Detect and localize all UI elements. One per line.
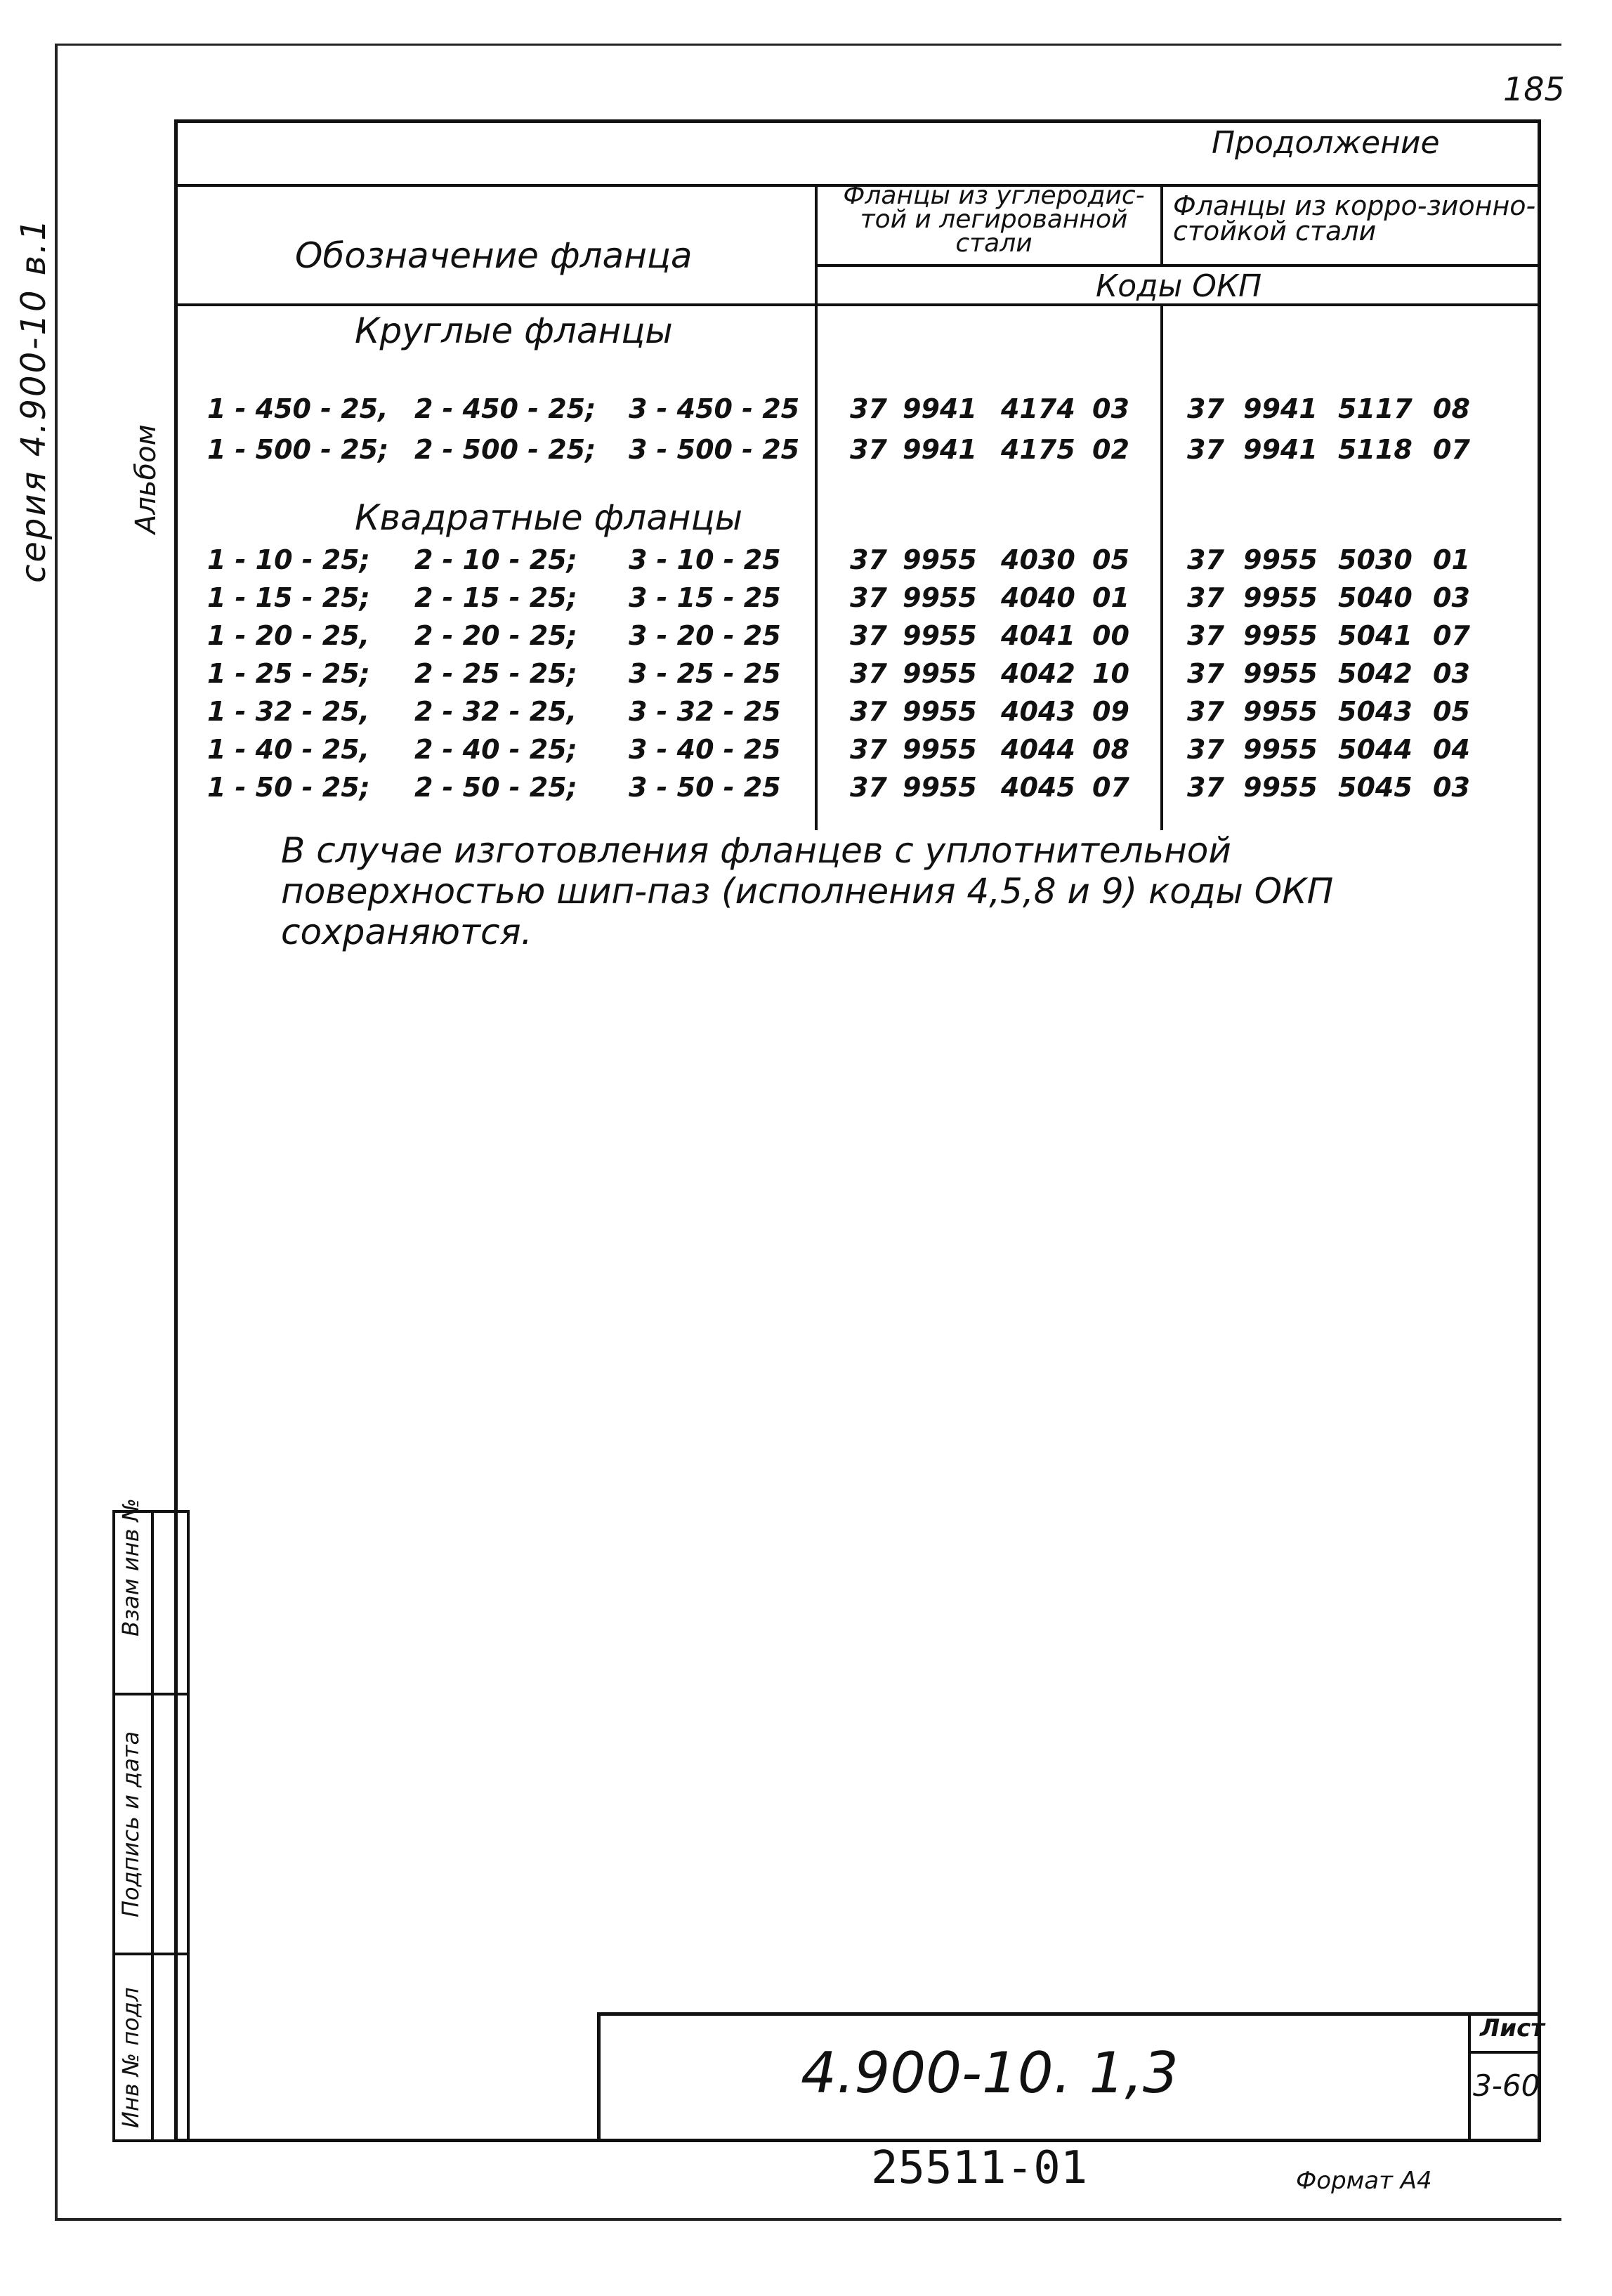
stainless-okp-cell: 37 (1187, 582, 1224, 613)
archive-number: 25511-01 (871, 2142, 1088, 2194)
okp-codes-header: Коды ОКП (1096, 268, 1262, 304)
carbon-okp-cell: 03 (1092, 393, 1129, 424)
format-label: Формат А4 (1296, 2167, 1432, 2195)
stainless-okp-cell: 37 (1187, 658, 1224, 689)
carbon-okp-cell: 09 (1092, 696, 1129, 727)
designation-cell: 1 - 15 - 25; (207, 582, 370, 613)
stainless-okp-cell: 9955 (1243, 734, 1318, 765)
designation-cell: 2 - 10 - 25; (414, 544, 577, 575)
carbon-okp-cell: 9941 (903, 434, 977, 465)
stainless-okp-cell: 5030 (1338, 544, 1413, 575)
designation-cell: 2 - 40 - 25; (414, 734, 577, 765)
stainless-okp-cell: 37 (1187, 544, 1224, 575)
series-label: серия 4.900-10 в.1 (14, 217, 53, 583)
stainless-okp-cell: 5041 (1338, 620, 1413, 651)
designation-cell: 2 - 25 - 25; (414, 658, 577, 689)
stainless-okp-cell: 03 (1433, 582, 1470, 613)
stainless-okp-cell: 9955 (1243, 582, 1318, 613)
stainless-okp-cell: 37 (1187, 734, 1224, 765)
sheet-number: 185 (1503, 70, 1565, 108)
stainless-okp-cell: 9955 (1243, 620, 1318, 651)
document-code: 4.900-10. 1,3 (801, 2040, 1179, 2106)
designation-cell: 3 - 50 - 25 (629, 772, 781, 803)
stainless-okp-cell: 9955 (1243, 544, 1318, 575)
stainless-okp-cell: 5118 (1338, 434, 1413, 465)
carbon-okp-cell: 4042 (1001, 658, 1075, 689)
carbon-okp-cell: 37 (850, 696, 887, 727)
flange-row (0, 393, 1612, 430)
designation-cell: 3 - 32 - 25 (629, 696, 781, 727)
carbon-okp-cell: 4040 (1001, 582, 1075, 613)
carbon-okp-cell: 4175 (1001, 434, 1075, 465)
flange-row (0, 544, 1612, 581)
stainless-okp-cell: 5043 (1338, 696, 1413, 727)
stainless-okp-cell: 5042 (1338, 658, 1413, 689)
stainless-okp-cell: 37 (1187, 434, 1224, 465)
stainless-okp-cell: 9955 (1243, 658, 1318, 689)
carbon-okp-cell: 37 (850, 582, 887, 613)
designation-cell: 3 - 15 - 25 (629, 582, 781, 613)
header-okp-rule (815, 264, 1541, 267)
side-table-divider (151, 1510, 154, 2142)
carbon-okp-cell: 9955 (903, 620, 977, 651)
designation-cell: 1 - 450 - 25, (207, 393, 388, 424)
stainless-okp-cell: 03 (1433, 772, 1470, 803)
designation-cell: 1 - 25 - 25; (207, 658, 370, 689)
carbon-okp-cell: 08 (1092, 734, 1129, 765)
header-bottom-rule (174, 303, 1541, 306)
designation-cell: 3 - 450 - 25 (629, 393, 800, 424)
sheet-label: Лист (1480, 2014, 1545, 2042)
carbon-okp-cell: 9955 (903, 734, 977, 765)
carbon-okp-cell: 4045 (1001, 772, 1075, 803)
stainless-steel-column-header: Фланцы из корро-зионно-стойкой стали (1173, 190, 1536, 247)
stainless-okp-cell: 5044 (1338, 734, 1413, 765)
flange-row (0, 582, 1612, 619)
carbon-okp-cell: 4044 (1001, 734, 1075, 765)
carbon-okp-cell: 9955 (903, 544, 977, 575)
designation-cell: 2 - 450 - 25; (414, 393, 596, 424)
designation-cell: 1 - 500 - 25; (207, 434, 389, 465)
designation-cell: 3 - 500 - 25 (629, 434, 800, 465)
designation-cell: 3 - 40 - 25 (629, 734, 781, 765)
stainless-okp-cell: 07 (1433, 620, 1470, 651)
round-flanges-title: Круглые фланцы (355, 310, 673, 351)
column-divider-1 (815, 184, 818, 830)
carbon-okp-cell: 37 (850, 544, 887, 575)
signature-date-label: Подпись и дата (117, 1731, 144, 1917)
stainless-okp-cell: 9955 (1243, 772, 1318, 803)
stainless-okp-cell: 9941 (1243, 434, 1318, 465)
stainless-okp-cell: 07 (1433, 434, 1470, 465)
designation-cell: 1 - 50 - 25; (207, 772, 370, 803)
carbon-okp-cell: 00 (1092, 620, 1129, 651)
carbon-okp-cell: 05 (1092, 544, 1129, 575)
stainless-okp-cell: 03 (1433, 658, 1470, 689)
carbon-okp-cell: 9955 (903, 658, 977, 689)
stainless-okp-cell: 08 (1433, 393, 1470, 424)
note-text: В случае изготовления фланцев с уплотнительной поверхностью шип-паз (исполнения 4,5,8 и 9) коды ОКП сохраняются. (281, 830, 1334, 952)
album-label: Альбом (130, 424, 162, 534)
flange-row (0, 734, 1612, 770)
title-block-divider (1468, 2012, 1471, 2142)
replacement-inventory-label: Взам инв № (117, 1498, 144, 1636)
stainless-okp-cell: 37 (1187, 696, 1224, 727)
carbon-okp-cell: 37 (850, 772, 887, 803)
carbon-okp-cell: 9955 (903, 582, 977, 613)
carbon-okp-cell: 4043 (1001, 696, 1075, 727)
designation-cell: 2 - 500 - 25; (414, 434, 596, 465)
stainless-okp-cell: 9941 (1243, 393, 1318, 424)
stainless-okp-cell: 5117 (1338, 393, 1413, 424)
flange-row (0, 620, 1612, 657)
designation-cell: 3 - 25 - 25 (629, 658, 781, 689)
stainless-okp-cell: 5045 (1338, 772, 1413, 803)
square-flanges-title: Квадратные фланцы (355, 497, 743, 538)
designation-cell: 2 - 15 - 25; (414, 582, 577, 613)
stainless-okp-cell: 01 (1433, 544, 1470, 575)
designation-cell: 1 - 20 - 25, (207, 620, 370, 651)
stainless-okp-cell: 04 (1433, 734, 1470, 765)
carbon-okp-cell: 4041 (1001, 620, 1075, 651)
carbon-okp-cell: 07 (1092, 772, 1129, 803)
designation-cell: 1 - 40 - 25, (207, 734, 370, 765)
stainless-okp-cell: 05 (1433, 696, 1470, 727)
carbon-okp-cell: 01 (1092, 582, 1129, 613)
original-inventory-label: Инв № подл (117, 1987, 144, 2128)
designation-cell: 2 - 50 - 25; (414, 772, 577, 803)
designation-cell: 3 - 10 - 25 (629, 544, 781, 575)
stainless-okp-cell: 9955 (1243, 696, 1318, 727)
designation-cell: 2 - 20 - 25; (414, 620, 577, 651)
continuation-label: Продолжение (1212, 125, 1440, 161)
flange-row (0, 434, 1612, 471)
carbon-okp-cell: 10 (1092, 658, 1129, 689)
stainless-okp-cell: 37 (1187, 393, 1224, 424)
carbon-steel-column-header: Фланцы из углеродис-той и легированной стали (843, 181, 1145, 258)
carbon-okp-cell: 37 (850, 734, 887, 765)
sheet-no: 3-60 (1473, 2068, 1540, 2103)
designation-cell: 1 - 32 - 25, (207, 696, 370, 727)
designation-cell: 2 - 32 - 25, (414, 696, 577, 727)
carbon-okp-cell: 4030 (1001, 544, 1075, 575)
stainless-okp-cell: 5040 (1338, 582, 1413, 613)
carbon-okp-cell: 9955 (903, 772, 977, 803)
carbon-okp-cell: 37 (850, 620, 887, 651)
flange-row (0, 658, 1612, 695)
designation-cell: 3 - 20 - 25 (629, 620, 781, 651)
carbon-okp-cell: 37 (850, 393, 887, 424)
flange-row (0, 772, 1612, 808)
designation-cell: 1 - 10 - 25; (207, 544, 370, 575)
carbon-okp-cell: 37 (850, 434, 887, 465)
carbon-okp-cell: 9941 (903, 393, 977, 424)
carbon-okp-cell: 02 (1092, 434, 1129, 465)
flange-row (0, 696, 1612, 733)
stainless-okp-cell: 37 (1187, 772, 1224, 803)
carbon-okp-cell: 37 (850, 658, 887, 689)
designation-column-header: Обозначение фланца (295, 235, 693, 276)
stainless-okp-cell: 37 (1187, 620, 1224, 651)
carbon-okp-cell: 9955 (903, 696, 977, 727)
title-block-sheet-rule (1468, 2051, 1541, 2054)
carbon-okp-cell: 4174 (1001, 393, 1075, 424)
